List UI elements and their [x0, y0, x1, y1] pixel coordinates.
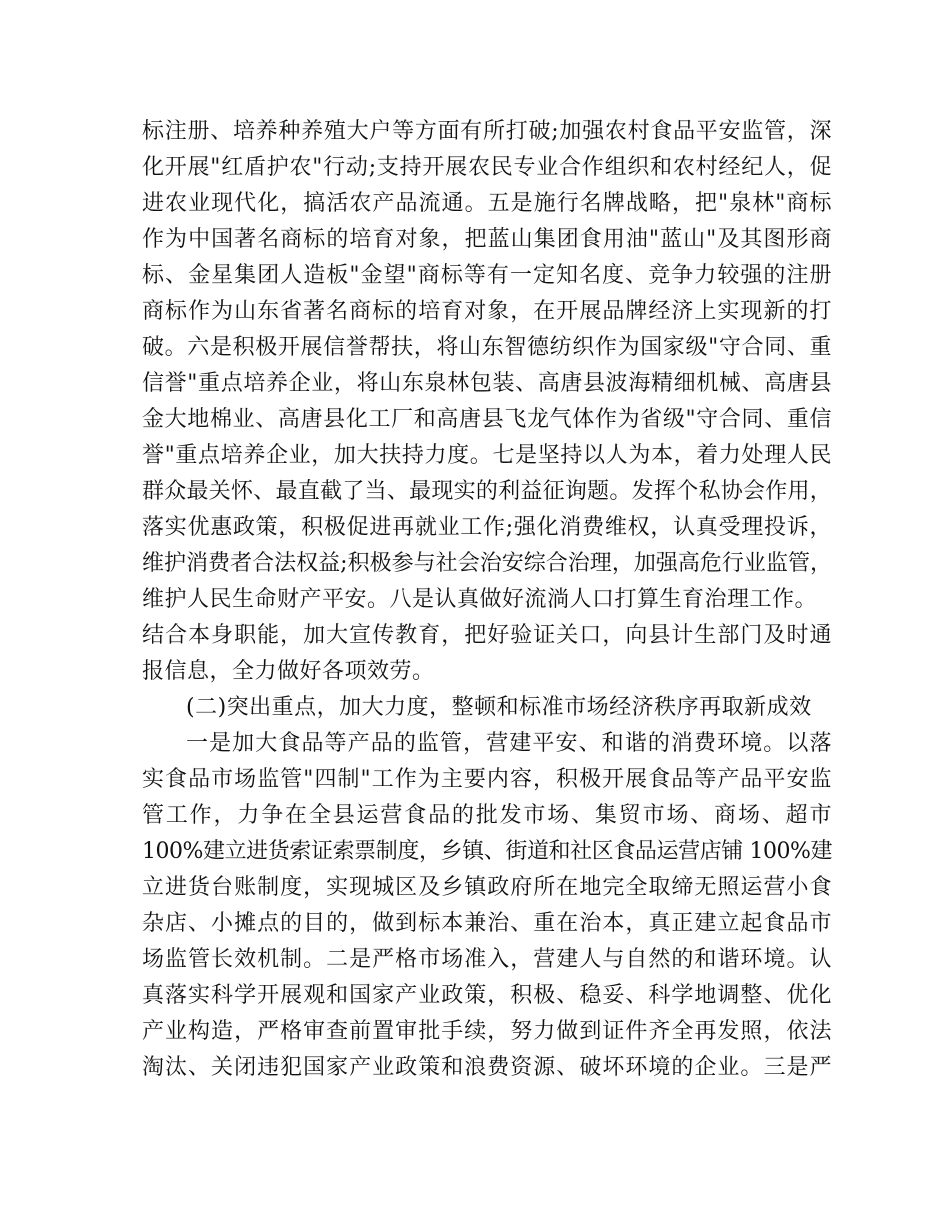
text-line: 信誉"重点培养企业，将山东泉林包装、高唐县波海精细机械、高唐县 — [142, 371, 832, 396]
text-line: 落实优惠政策，积极促进再就业工作;强化消费维权，认真受理投诉， — [142, 515, 832, 540]
text-line: 维护人民生命财产平安。八是认真做好流淌人口打算生育治理工作。 — [142, 587, 818, 612]
text-line: 实食品市场监管"四制"工作为主要内容，积极开展食品等产品平安监 — [142, 767, 832, 792]
text-line: 进农业现代化，搞活农产品流通。五是施行名牌战略，把"泉林"商标 — [142, 191, 832, 216]
text-line: 誉"重点培养企业，加大扶持力度。七是坚持以人为本，着力处理人民 — [142, 443, 832, 468]
text-line: 一是加大食品等产品的监管，营建平安、和谐的消费环境。以落 — [186, 731, 832, 756]
text-line: 真落实科学开展观和国家产业政策，积极、稳妥、科学地调整、优化 — [142, 983, 832, 1008]
text-line: 标注册、培养种养殖大户等方面有所打破;加强农村食品平安监管，深 — [142, 119, 832, 144]
text-line: 维护消费者合法权益;积极参与社会治安综合治理，加强高危行业监管， — [142, 551, 832, 576]
text-line: 破。六是积极开展信誉帮扶，将山东智德纺织作为国家级"守合同、重 — [142, 335, 832, 360]
text-line: 作为中国著名商标的培育对象，把蓝山集团食用油"蓝山"及其图形商 — [142, 227, 832, 252]
text-line: 立进货台账制度，实现城区及乡镇政府所在地完全取缔无照运营小食 — [142, 875, 832, 900]
text-line: 场监管长效机制。二是严格市场准入，营建人与自然的和谐环境。认 — [142, 947, 832, 972]
text-line: 化开展"红盾护农"行动;支持开展农民专业合作组织和农村经纪人，促 — [142, 155, 832, 180]
text-line: 标、金星集团人造板"金望"商标等有一定知名度、竞争力较强的注册 — [142, 263, 832, 288]
text-line: 群众最关怀、最直截了当、最现实的利益征询题。发挥个私协会作用， — [142, 479, 832, 504]
section-heading: (二)突出重点，加大力度，整顿和标准市场经济秩序再取新成效 — [186, 695, 812, 720]
text-line: 结合本身职能，加大宣传教育，把好验证关口，向县计生部门及时通 — [142, 623, 832, 648]
text-line: 报信息，全力做好各项效劳。 — [142, 659, 435, 684]
text-line: 杂店、小摊点的目的，做到标本兼治、重在治本，真正建立起食品市 — [142, 911, 832, 936]
text-line: 商标作为山东省著名商标的培育对象，在开展品牌经济上实现新的打 — [142, 299, 832, 324]
text-line: 管工作，力争在全县运营食品的批发市场、集贸市场、商场、超市 — [142, 803, 832, 828]
text-line: 产业构造，严格审查前置审批手续，努力做到证件齐全再发照，依法 — [142, 1019, 832, 1044]
text-line: 金大地棉业、高唐县化工厂和高唐县飞龙气体作为省级"守合同、重信 — [142, 407, 832, 432]
text-line: 100%建立进货索证索票制度，乡镇、街道和社区食品运营店铺 100%建 — [142, 839, 832, 864]
text-line: 淘汰、关闭违犯国家产业政策和浪费资源、破坏环境的企业。三是严 — [142, 1055, 832, 1080]
